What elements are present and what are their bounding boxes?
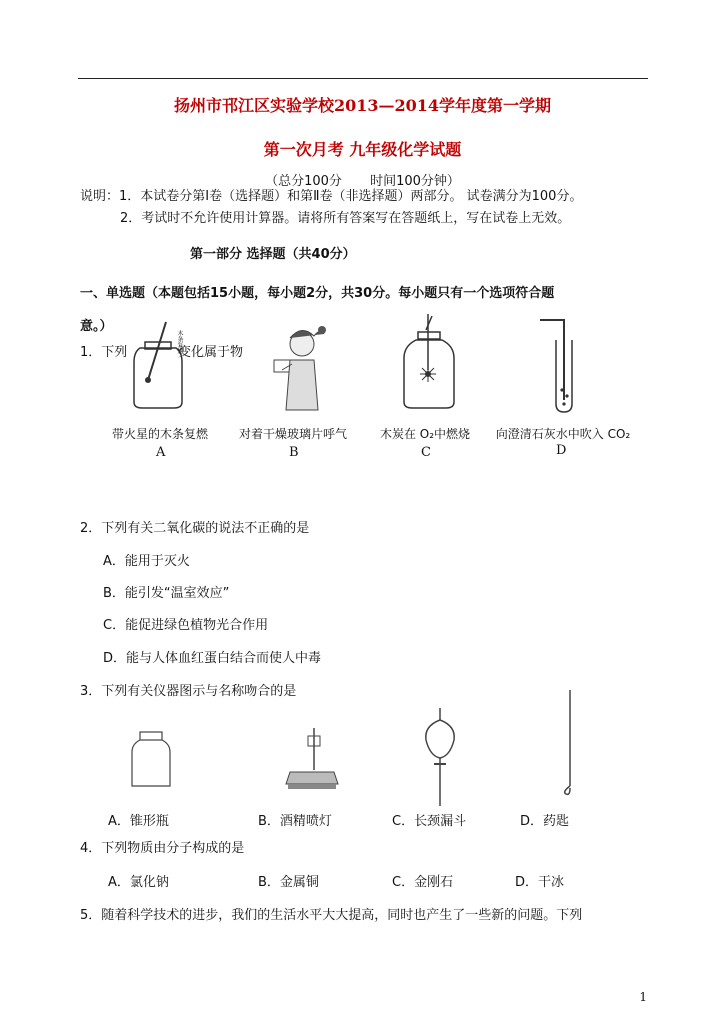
page-number: 1 xyxy=(639,990,647,1004)
q2-option-c: C．能促进绿色植物光合作用 xyxy=(103,618,269,633)
section1-heading-line2: 意。） xyxy=(80,319,113,334)
q3-figure-a-jar xyxy=(128,730,174,790)
q2-option-d: D．能与人体血红蛋白结合而使人中毒 xyxy=(103,651,322,666)
q2-stem: 2．下列有关二氧化碳的说法不正确的是 xyxy=(80,521,310,536)
q2-option-a: A．能用于灭火 xyxy=(103,554,190,569)
section1-heading-line1: 一、单选题（本题包括15小题，每小题2分，共30分。每小题只有一个选项符合题 xyxy=(80,286,555,301)
q4-option-a: A．氯化钠 xyxy=(108,875,169,890)
q3-option-c: C．长颈漏斗 xyxy=(392,814,467,829)
figure-c-letter: C xyxy=(421,445,431,460)
figure-b-girl-breathing xyxy=(268,320,330,412)
exam-title-line1: 扬州市邗江区实验学校2013—2014学年度第一学期 xyxy=(173,96,552,115)
exam-time: 时间100分钟） xyxy=(370,174,460,189)
q4-stem: 4．下列物质由分子构成的是 xyxy=(80,841,245,856)
q5-stem: 5．随着科学技术的进步，我们的生活水平大大提高，同时也产生了一些新的问题。下列 xyxy=(80,908,583,923)
q3-figure-b-lamp xyxy=(284,726,340,792)
instructions-line1: 说明：1．本试卷分第Ⅰ卷（选择题）和第Ⅱ卷（非选择题）两部分。 试卷满分为100分。 xyxy=(80,189,583,204)
q4-option-c: C．金刚石 xyxy=(392,875,454,890)
q3-figure-d-spoon xyxy=(560,688,580,798)
figure-a-caption: 带火星的木条复燃 xyxy=(111,427,208,441)
bottle-label: 木条复燃 xyxy=(176,330,183,354)
q4-option-b: B．金属铜 xyxy=(258,875,319,890)
q4-option-d: D．干冰 xyxy=(515,875,565,890)
q3-option-d: D．药匙 xyxy=(520,814,570,829)
total-score: （总分100分 xyxy=(265,174,342,189)
q3-option-b: B．酒精喷灯 xyxy=(258,814,332,829)
figure-d-letter: D xyxy=(556,443,567,458)
q3-option-a: A．锥形瓶 xyxy=(108,814,169,829)
part1-heading: 第一部分 选择题（共40分） xyxy=(190,247,356,262)
exam-title-line2: 第一次月考 九年级化学试题 xyxy=(263,140,462,159)
figure-d-caption: 向澄清石灰水中吹入 CO₂ xyxy=(495,427,631,441)
figure-a-letter: A xyxy=(156,445,166,460)
q3-stem: 3．下列有关仪器图示与名称吻合的是 xyxy=(80,684,297,699)
q1-stem-tail: 变化属于物 xyxy=(178,345,244,360)
q3-figure-c-funnel xyxy=(420,706,460,810)
figure-d-limewater-tube xyxy=(536,316,576,416)
figure-c-charcoal-in-oxygen xyxy=(398,312,460,410)
figure-b-caption: 对着干燥玻璃片呼气 xyxy=(238,427,347,441)
header-rule xyxy=(78,78,648,79)
q2-option-b: B．能引发“温室效应” xyxy=(103,586,230,601)
figure-b-letter: B xyxy=(289,445,299,460)
q1-stem: 1．下列 xyxy=(80,345,128,360)
instructions-line2: 2．考试时不允许使用计算器。请将所有答案写在答题纸上，写在试卷上无效。 xyxy=(120,211,571,226)
figure-c-caption: 木炭在 O₂中燃烧 xyxy=(379,427,471,441)
